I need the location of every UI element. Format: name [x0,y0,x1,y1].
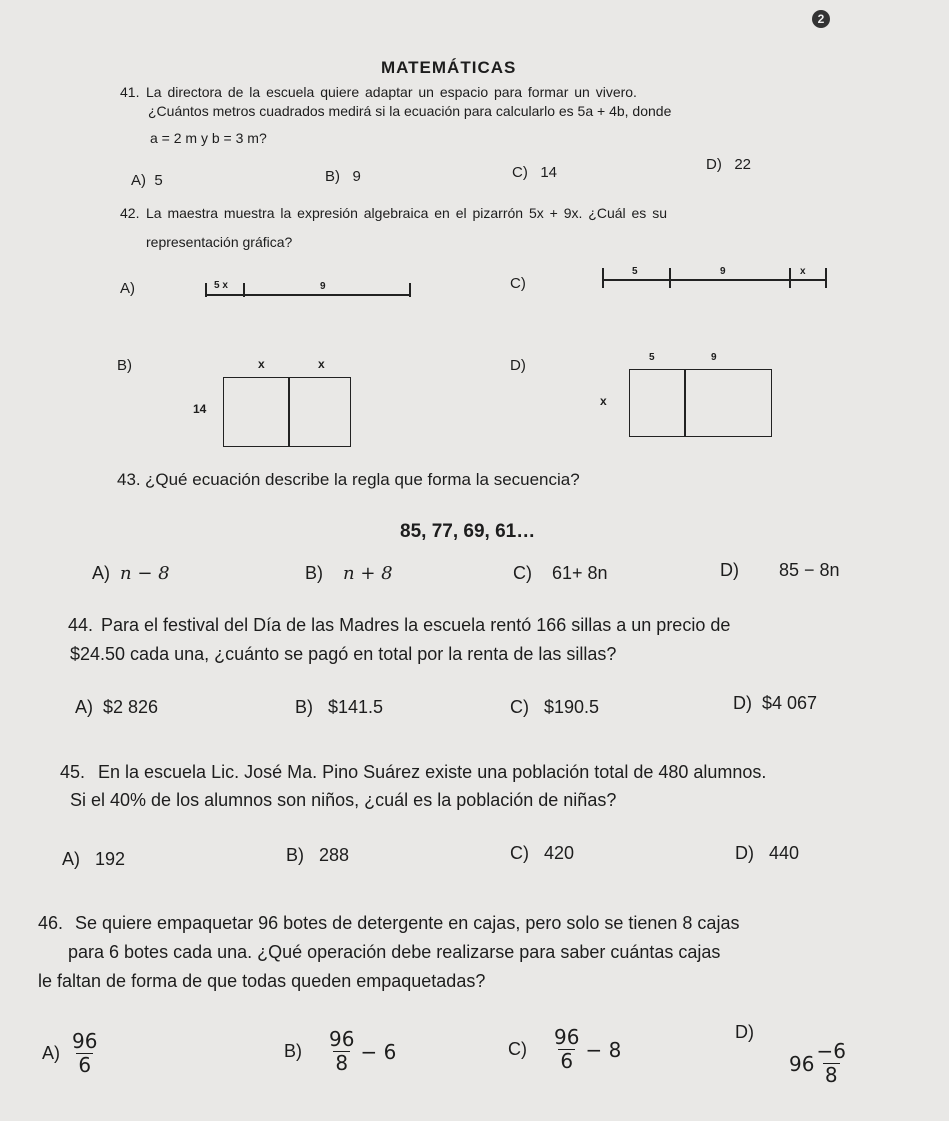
option-letter: B) [284,1041,302,1061]
option-letter: D) [735,1022,754,1042]
denominator: 6 [78,1053,92,1077]
area-rectangle [629,369,772,437]
q45-option-c[interactable] [510,843,574,864]
question-43-number: 43. [117,470,141,489]
question-42-line2: representación gráfica? [146,234,293,250]
q42-option-c-letter[interactable]: C) [510,275,526,292]
tick [825,268,827,288]
option-text: $141.5 [328,697,384,717]
top-label: x [318,357,325,371]
q44-option-d[interactable] [733,693,817,714]
question-46-line2: para 6 botes cada una. ¿Qué operación debe realizarse para saber cuántas cajas [68,942,721,962]
question-46-line1: Se quiere empaquetar 96 botes de detergente en cajas, pero solo se tienen 8 cajas [75,913,740,933]
segment-label: 5 [632,266,638,277]
tick [669,268,671,288]
option-letter: C) [510,697,529,717]
q46-option-c[interactable] [508,1026,621,1073]
option-text: 22 [734,156,752,173]
question-41-number: 41. [120,84,140,100]
question-46-number: 46. [38,913,64,933]
side-label: x [600,394,607,408]
option-letter: C) [512,164,528,181]
suffix: − 6 [360,1039,397,1064]
option-text: n + 8 [343,563,393,584]
page-title: MATEMÁTICAS [381,58,517,77]
option-letter: C) [513,563,532,583]
option-letter: C) [510,843,529,863]
q46-option-a[interactable] [42,1030,99,1077]
numerator: 96 [554,1025,580,1049]
segment-label: x [800,266,806,277]
top-label: 5 [649,352,655,363]
side-label: 14 [193,402,207,416]
fraction [552,1026,581,1073]
option-letter: D) [706,156,722,173]
option-text: 440 [769,843,800,863]
question-41-line3: a = 2 m y b = 3 m? [150,130,267,146]
option-letter: B) [325,168,340,185]
option-text: $190.5 [544,697,600,717]
q43-option-c[interactable] [513,563,608,584]
question-42-line1: La maestra muestra la expresión algebraica en el pizarrón 5x + 9x. ¿Cuál es su [146,205,667,221]
option-letter: D) [735,843,754,863]
option-letter: B) [295,697,313,717]
q41-option-c[interactable] [512,164,557,181]
q44-option-c[interactable] [510,697,599,718]
option-letter: A) [131,172,146,189]
option-text: 9 [352,168,361,185]
q43-option-a[interactable] [92,563,170,584]
q44-option-b[interactable] [295,697,383,718]
q46-option-d[interactable] [735,1022,848,1087]
numerator: 96 [72,1029,98,1053]
option-text: n − 8 [120,563,170,584]
q42-option-a-letter[interactable]: A) [120,280,135,297]
option-letter: B) [286,845,304,865]
q45-option-a[interactable] [62,849,125,870]
option-text: 85 − 8n [779,560,840,580]
q41-option-d[interactable] [706,156,751,173]
q45-option-b[interactable] [286,845,349,866]
question-45-number: 45. [60,762,86,782]
question-44-number: 44. [68,615,94,635]
q42-option-b-letter[interactable]: B) [117,357,132,374]
question-43-text: ¿Qué ecuación describe la regla que forma la secuencia? [145,470,580,489]
top-label: 9 [711,352,717,363]
tick [205,283,207,297]
number-line [205,294,410,296]
option-letter: A) [62,849,80,869]
fraction [70,1030,99,1077]
question-41-line1: La directora de la escuela quiere adaptar un espacio para formar un vivero. [146,84,637,100]
denominator: 8 [335,1051,349,1075]
question-46-line3: le faltan de forma de que todas queden empaquetadas? [38,971,486,991]
divider [288,377,290,447]
tick [602,268,604,288]
option-letter: A) [92,563,110,583]
tick [243,283,245,297]
suffix: − 8 [585,1037,622,1062]
option-letter: C) [508,1039,527,1059]
sequence-text: 85, 77, 69, 61… [400,521,536,542]
option-text: 288 [319,845,350,865]
option-letter: D) [720,560,739,580]
segment-label: 5 x [214,280,228,291]
option-text: 14 [540,164,558,181]
fraction [814,1040,847,1087]
q43-option-d[interactable] [720,560,840,581]
option-text: 61+ 8n [552,563,608,583]
q44-option-a[interactable] [75,697,158,718]
q46-option-b[interactable] [284,1028,396,1075]
option-letter: A) [42,1043,60,1063]
q41-option-b[interactable] [325,168,361,185]
question-44-line1: Para el festival del Día de las Madres la escuela rentó 166 sillas a un precio de [101,615,731,635]
option-text: 192 [95,849,126,869]
question-45-line2: Si el 40% de los alumnos son niños, ¿cuál es la población de niñas? [70,790,617,810]
q45-option-d[interactable] [735,843,799,864]
numerator: −6 [816,1039,846,1063]
option-letter: A) [75,697,93,717]
q43-option-b[interactable] [305,563,393,584]
segment-label: 9 [320,281,326,292]
option-text: $4 067 [762,693,818,713]
segment-label: 9 [720,266,726,277]
option-letter: D) [733,693,752,713]
top-label: x [258,357,265,371]
tick [409,283,411,297]
tick [789,268,791,288]
option-letter: B) [305,563,323,583]
whole-part: 96 [789,1051,815,1076]
numerator: 96 [329,1027,355,1051]
area-rectangle [223,377,351,447]
denominator: 6 [560,1049,574,1073]
question-42-number: 42. [120,205,140,221]
denominator: 8 [824,1063,838,1087]
option-text: 420 [544,843,575,863]
option-text: $2 826 [103,697,159,717]
question-41-line2: ¿Cuántos metros cuadrados medirá si la ecuación para calcularlo es 5a + 4b, donde [148,103,672,119]
question-44-line2: $24.50 cada una, ¿cuánto se pagó en total por la renta de las sillas? [70,644,617,664]
fraction [327,1028,356,1075]
question-45-line1: En la escuela Lic. José Ma. Pino Suárez existe una población total de 480 alumnos. [98,762,767,782]
q41-option-a[interactable] [131,172,163,189]
page-number-badge: 2 [812,10,830,28]
divider [684,369,686,437]
number-line [602,279,826,281]
q42-option-d-letter[interactable]: D) [510,357,526,374]
option-text: 5 [154,172,163,189]
